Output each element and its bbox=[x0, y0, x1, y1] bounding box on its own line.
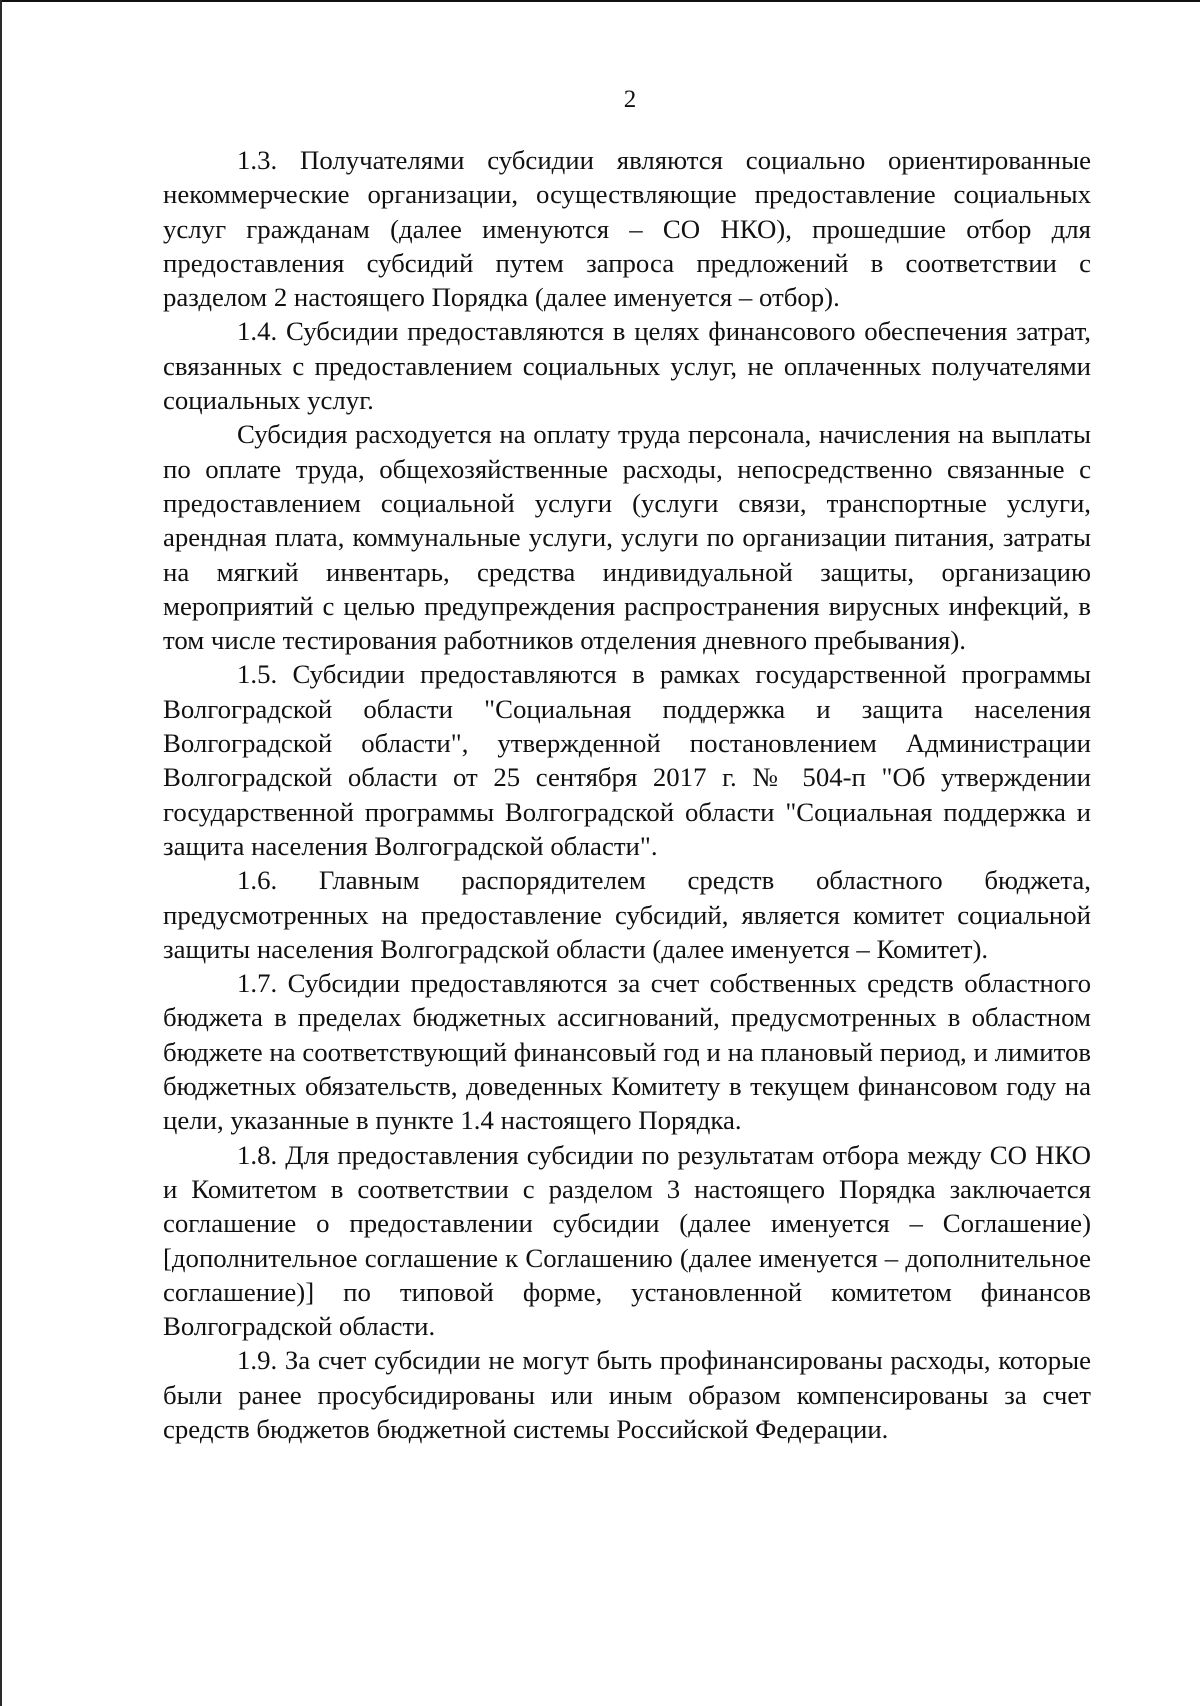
scan-border-left bbox=[0, 0, 2, 1706]
page-number: 2 bbox=[623, 86, 637, 113]
scan-border-top bbox=[0, 0, 1200, 2]
paragraph-1-9: 1.9. За счет субсидии не могут быть профинансированы расходы, которые были ранее просубсидированы или иным образом компенсированы за счет средств бюджетов бюджетной системы Российской Федерации. bbox=[163, 1345, 1091, 1444]
paragraph-1-8: 1.8. Для предоставления субсидии по результатам отбора между СО НКО и Комитетом в соответствии с разделом 3 настоящего Порядка заключается соглашение о предоставлении субсидии (далее именуется – Соглашение) [дополнительное соглашение к Соглашению (далее именуется – дополнительное соглашение)] по типовой форме, установленной комитетом финансов Волгоградской области. bbox=[163, 1139, 1091, 1342]
paragraph-1-7: 1.7. Субсидии предоставляются за счет собственных средств областного бюджета в пределах бюджетных ассигнований, предусмотренных в областном бюджете на соответствующий финансовый год и на плановый период, и лимитов бюджетных обязательств, доведенных Комитету в текущем финансовом году на цели, указанные в пункте 1.4 настоящего Порядка. bbox=[163, 968, 1091, 1136]
document-body bbox=[163, 143, 1091, 1446]
paragraph-1-6: 1.6. Главным распорядителем средств областного бюджета, предусмотренных на предоставление субсидий, является комитет социальной защиты населения Волгоградской области (далее именуется – Комитет). bbox=[163, 865, 1091, 964]
paragraph-1-4: 1.4. Субсидии предоставляются в целях финансового обеспечения затрат, связанных с предоставлением социальных услуг, не оплаченных получателями социальных услуг. bbox=[163, 316, 1091, 416]
paragraph-subsidy-expenses: Субсидия расходуется на оплату труда персонала, начисления на выплаты по оплате труда, общехозяйственные расходы, непосредственно связанные с предоставлением социальной услуги (услуги связи, транспортные услуги, арендная плата, коммунальные услуги, услуги по организации питания, затраты на мягкий инвентарь, средства индивидуальной защиты, организацию мероприятий с целью предупреждения распространения вирусных инфекций, в том числе тестирования работников отделения дневного пребывания). bbox=[163, 419, 1091, 656]
paragraph-1-5: 1.5. Субсидии предоставляются в рамках государственной программы Волгоградской области "Социальная поддержка и защита населения Волгоградской области", утвержденной постановлением Администрации Волгоградской области от 25 сентября 2017 г. № 504-п "Об утверждении государственной программы Волгоградской области "Социальная поддержка и защита населения Волгоградской области". bbox=[163, 659, 1091, 861]
paragraph-1-3: 1.3. Получателями субсидии являются социально ориентированные некоммерческие организации, осуществляющие предоставление социальных услуг гражданам (далее именуются – СО НКО), прошедшие отбор для предоставления субсидий путем запроса предложений в соответствии с разделом 2 настоящего Порядка (далее именуется – отбор). bbox=[163, 145, 1091, 313]
